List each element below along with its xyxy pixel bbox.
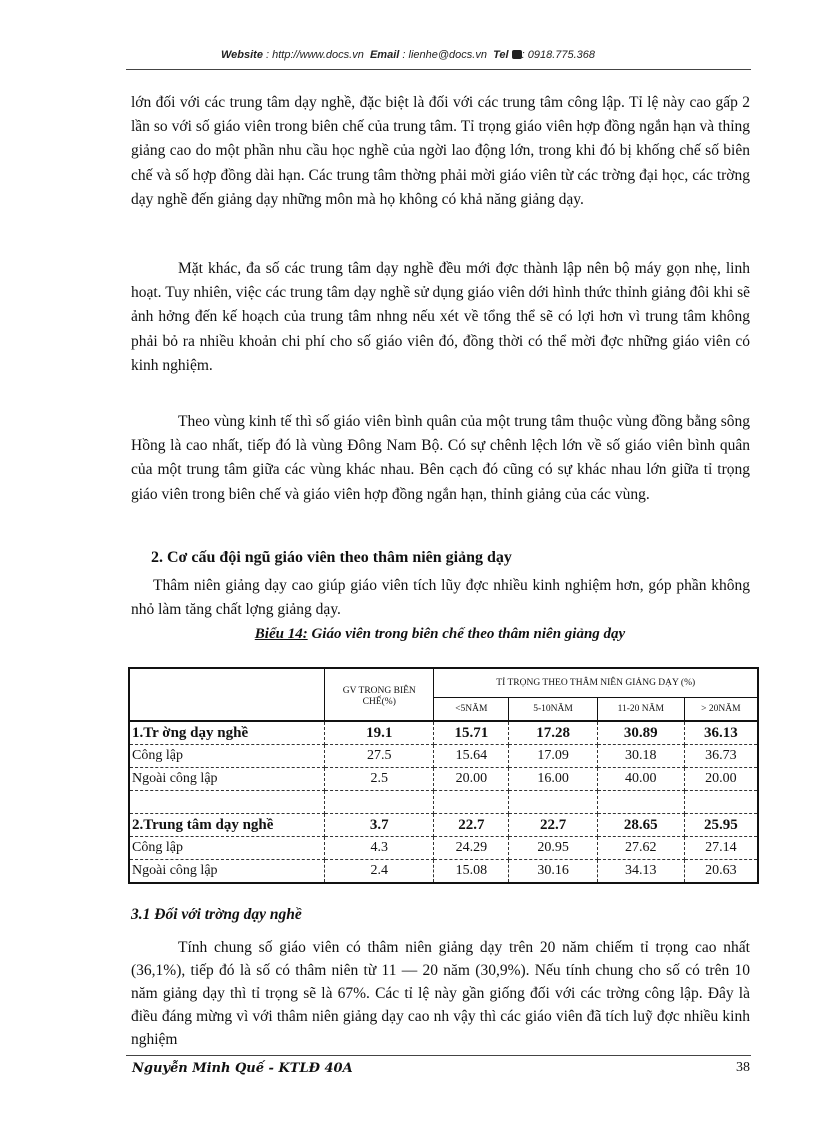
email-value: : lienhe@docs.vn xyxy=(402,49,487,61)
table-row xyxy=(129,814,758,837)
cell-gv: 19.1 xyxy=(325,721,434,745)
cell-gv: 27.5 xyxy=(325,745,434,768)
cell-value xyxy=(434,791,509,814)
table-row xyxy=(129,860,758,884)
cell-value: 34.13 xyxy=(597,860,684,884)
website-value: : http://www.docs.vn xyxy=(266,49,364,61)
header-group: TỈ TRỌNG THEO THÂM NIÊN GIẢNG DẠY (%) xyxy=(434,668,758,698)
caption-text: Giáo viên trong biên chế theo thâm niên giảng dạy xyxy=(307,626,626,642)
paragraph-1: lớn đối với các trung tâm dạy nghề, đặc biệt là đối với các trung tâm công lập. Tỉ lệ này cao gấp 2 lần so với số giáo viên trong biên chế của trung tâm. Tỉ trọng giáo viên hợp đồng ngắn hạn và thỉng giảng cao do một phần nhu cầu học nghề của ngời lao động lớn, trong khi đó bị khống chế số biên chế và số hợp đồng dài hạn. Các trung tâm thờng phải mời giáo viên từ các trờng đại học, các trờng dạy nghề đến giảng dạy những môn mà họ không có khả năng giảng dạy. xyxy=(131,94,750,208)
row-label: 1.Tr ờng dạy nghề xyxy=(129,721,325,745)
seniority-table xyxy=(128,667,759,884)
telephone-icon xyxy=(512,50,522,59)
footer-author: Nguyễn Minh Quế - KTLĐ 40A xyxy=(132,1061,353,1076)
cell-value: 27.62 xyxy=(597,837,684,860)
row-label: Công lập xyxy=(129,837,325,860)
paragraph-4: Thâm niên giảng dạy cao giúp giáo viên tích lũy đợc nhiều kinh nghiệm hơn, góp phần không nhỏ làm tăng chất lợng giảng dạy. xyxy=(131,577,750,619)
subsection-heading: 3.1 Đối với trờng dạy nghề xyxy=(131,906,302,923)
cell-value: 22.7 xyxy=(434,814,509,837)
tel-value: : 0918.775.368 xyxy=(521,49,596,61)
cell-gv: 4.3 xyxy=(325,837,434,860)
table-row xyxy=(129,745,758,768)
email-label: Email xyxy=(369,49,400,61)
row-label: Ngoài công lập xyxy=(129,860,325,884)
cell-value: 15.64 xyxy=(434,745,509,768)
table-caption xyxy=(0,626,816,643)
cell-value: 20.63 xyxy=(705,863,737,878)
table-row xyxy=(129,721,758,745)
table-row xyxy=(129,768,758,791)
cell-value: 22.7 xyxy=(509,814,598,837)
cell-value: 15.08 xyxy=(434,860,509,884)
header-gv: GV TRONG BIÊN CHẾ(%) xyxy=(325,668,434,721)
cell-gv: 3.7 xyxy=(325,814,434,837)
cell-gv: 2.5 xyxy=(325,768,434,791)
subheader-cell: 11-20 NĂM xyxy=(597,698,684,722)
cell-value: 27.14 xyxy=(684,837,758,860)
cell-value: 25.95 xyxy=(684,814,758,837)
table-header-row xyxy=(129,668,758,698)
cell-value: 20.00 xyxy=(684,768,758,791)
cell-value: 28.65 xyxy=(597,814,684,837)
paragraph-5: Tính chung số giáo viên có thâm niên giảng dạy trên 20 năm chiếm tỉ trọng cao nhất (36,1%), tiếp đó là số có thâm niên từ 11 — 20 năm (30,9%). Nếu tính chung cho số có trên 10 năm giảng dạy thì tỉ trọng sẽ là 67%. Các tỉ lệ này gần giống đối với các trờng công lập. Đây là điều đáng mừng vì với thâm niên giảng dạy cao nh vậy thì các giáo viên đã tích luỹ đợc nhiều kinh nghiệm xyxy=(131,939,750,1048)
table-row-spacer xyxy=(129,791,758,814)
row-label xyxy=(129,791,325,814)
tel-label: Tel xyxy=(493,49,509,61)
page-number: 38 xyxy=(736,1060,750,1075)
cell-value: 20.95 xyxy=(509,837,598,860)
cell-value: 17.09 xyxy=(509,745,598,768)
subheader-cell: <5NĂM xyxy=(434,698,509,722)
subheader-cell: 5-10NĂM xyxy=(509,698,598,722)
caption-label: Biểu 14: xyxy=(254,626,308,642)
cell-value: 20.00 xyxy=(434,768,509,791)
cell-value: 36.73 xyxy=(684,745,758,768)
cell-value xyxy=(684,791,758,814)
cell-gv xyxy=(325,791,434,814)
row-label: Công lập xyxy=(129,745,325,768)
footer-rule xyxy=(126,1055,751,1056)
row-label: 2.Trung tâm dạy nghề xyxy=(129,814,325,837)
website-label: Website xyxy=(220,49,263,61)
cell-value: 36.13 xyxy=(684,721,758,745)
cell-value xyxy=(509,791,598,814)
cell-value: 30.18 xyxy=(597,745,684,768)
cell-value: 24.29 xyxy=(434,837,509,860)
cell-value: 30.16 xyxy=(509,860,598,884)
paragraph-3: Theo vùng kinh tế thì số giáo viên bình quân của một trung tâm thuộc vùng đồng bằng sông Hồng là cao nhất, tiếp đó là vùng Đông Nam Bộ. Có sự chênh lệch lớn về số giáo viên bình quân của một trung tâm giữa các vùng khác nhau. Bên cạch đó cũng có sự khác nhau lớn giữa tỉ trọng giáo viên trong biên chế và giáo viên hợp đồng ngắn hạn, thỉnh giảng của các vùng. xyxy=(131,413,750,503)
subheader-cell: > 20NĂM xyxy=(684,698,758,722)
table-row xyxy=(129,837,758,860)
cell-value: 16.00 xyxy=(509,768,598,791)
cell-gv: 2.4 xyxy=(325,860,434,884)
paragraph-2: Mặt khác, đa số các trung tâm dạy nghề đều mới đợc thành lập nên bộ máy gọn nhẹ, linh hoạt. Tuy nhiên, việc các trung tâm dạy nghề sử dụng giáo viên dới hình thức thỉnh giảng đôi khi sẽ ảnh hởng đến kế hoạch của trung tâm nhng nếu xét về tổng thể sẽ có lợi hơn vì trung tâm không phải bỏ ra nhiều khoản chi phí cho số giáo viên đó, đồng thời có thể mời đợc những giáo viên có kinh nghiệm. xyxy=(131,260,750,374)
section-heading: 2. Cơ cấu đội ngũ giáo viên theo thâm niên giảng dạy xyxy=(151,549,512,566)
header-blank-cell xyxy=(129,668,325,721)
cell-value: 40.00 xyxy=(597,768,684,791)
cell-value: 30.89 xyxy=(597,721,684,745)
row-label: Ngoài công lập xyxy=(129,768,325,791)
header-rule xyxy=(126,69,751,70)
cell-value: 15.71 xyxy=(434,721,509,745)
cell-value: 17.28 xyxy=(509,721,598,745)
cell-value xyxy=(597,791,684,814)
page-header xyxy=(0,49,816,61)
